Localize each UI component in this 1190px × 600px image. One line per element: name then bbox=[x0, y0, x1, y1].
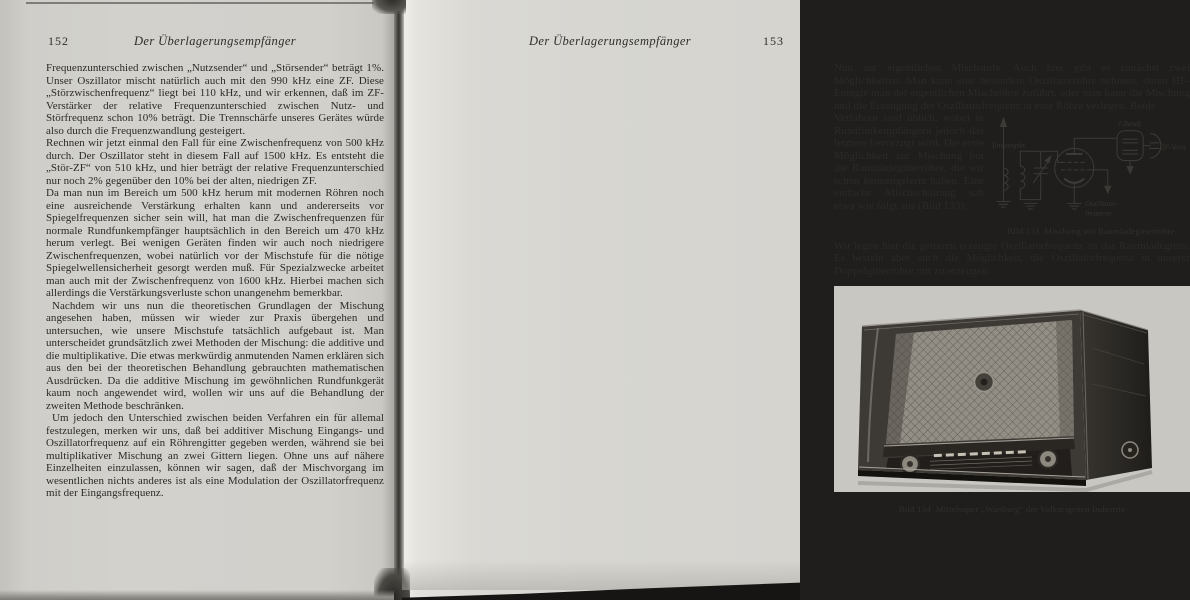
paragraph: Da man nun im Bereich um 500 kHz herum mit modernen Röhren noch eine ausreichende Verstärkung erhalten kann und andererseits vor Spiegelfrequenzen sicher sein will, hat man die Zwischenfrequenzen für normale Rundfunkempfänger hauptsächlich in den Bereich um 470 kHz herum verlegt. Bei wenigen Geräten finden wir auch noch niedrigere Zwischenfrequenzen, wobei natürlich vor der Mischstufe für die nötige Spiegelwellensicherheit gesorgt werden muß. Für Spezialzwecke arbeitet man auch mit der Zwischenfrequenz von 1600 kHz. Hierbei machen sich allerdings die Verstärkungsverluste schon unangenehm bemerkbar. bbox=[46, 187, 384, 299]
figure-133-mixer-circuit bbox=[992, 114, 1190, 238]
paragraph: Um jedoch den Unterschied zwischen beiden Verfahren ein für allemal festzulegen, merken wir uns, daß bei additiver Mischung Eingangs- und Oszillatorfrequenz auf ein Röhrengitter gegeben werden, während sie bei multiplikativer Mischung an zwei Gittern liegen. Ohne uns auf nähere Einzelheiten einzulassen, können wir sagen, daß der Mischvorgang im wesentlichen nichts anderes ist als eine Modulation der Oszillatorfrequenz mit der Eingangsfrequenz. bbox=[46, 412, 384, 499]
right-page-text bbox=[834, 62, 1190, 516]
paragraph: Frequenzunterschied zwischen „Nutzsender“ und „Störsender“ beträgt 1%. Unser Oszillator mischt natürlich auch mit den 990 kHz eine ZF. Diese „Störzwischenfrequenz“ liegt bei 110 kHz, und wir erkennen, daß im ZF-Verstärker der relative Frequenzunterschied zwischen Nutz- und Störfrequenz schon 10% beträgt. Die Trennschärfe unseres Gerätes würde also durch die Frequenzwandlung gesteigert. bbox=[46, 62, 384, 137]
right-page-header bbox=[402, 34, 800, 50]
figure-134-caption: Bild 134 Mittelsuper „Wartburg“ der Volkseigenen Industrie bbox=[898, 504, 1126, 514]
left-running-title: Der Überlagerungsempfänger bbox=[133, 34, 297, 48]
right-page-number: 153 bbox=[763, 34, 784, 48]
input-tuned-circuit-symbol bbox=[1020, 151, 1057, 209]
paragraph: Nachdem wir uns nun die theoretischen Grundlagen der Mischung angesehen haben, müssen wir wieder zur Praxis übergehen und untersuchen, wie unsere Mischstufe tatsächlich aufgebaut ist. Man unterscheidet grundsätzlich zwei Methoden der Mischung: die additive und die multiplikative. Die etwas merkwürdig anmutenden Namen erklären sich aus den bei der theoretischen Behandlung gebrauchten mathematischen Ausdrücken. Da die additive Mischung im gewöhnlichen Rundfunkgerät kaum noch angewendet wird, wollen wir uns auf die Behandlung der zweiten Methode beschränken. bbox=[46, 299, 384, 412]
oscillator-lead-symbol bbox=[1087, 170, 1111, 194]
label-if-amplifier: ZF-Verst. bbox=[1160, 143, 1188, 152]
paragraph: Wir legen hier die getrennt erzeugte Oszillatorfrequenz an das Raumladegitter. Es besteht aber auch die Möglichkeit, die Oszillatorfrequenz in unserer Doppelgitterröhre mit zu erzeugen. bbox=[834, 239, 1190, 277]
figure-134-radio-photo bbox=[834, 286, 1190, 516]
right-running-title: Der Überlagerungsempfänger bbox=[528, 34, 692, 48]
side-badge bbox=[1122, 442, 1138, 458]
circuit-diagram-svg bbox=[992, 114, 1190, 222]
label-oscillator-1: Oszillator- bbox=[1085, 199, 1119, 209]
left-page-number: 152 bbox=[48, 34, 69, 48]
grille-emblem bbox=[975, 373, 994, 392]
right-page bbox=[402, 0, 1190, 600]
left-page-header bbox=[0, 34, 398, 50]
left-page bbox=[0, 0, 398, 600]
label-input-circuit: Eingangskr. bbox=[992, 141, 1027, 150]
paragraph: Verfahren sind üblich, wobei in Rundfunkempfängern jedoch das letztere bevorzugt wird. Die erste Möglichkeit zur Mischung bot die Raumladegitterröhre, die wir schon kennengelernt haben. Eine einfache Mischschaltung sah etwa wie folgt aus (Bild 133): bbox=[834, 112, 984, 212]
left-page-text bbox=[46, 62, 384, 500]
if-amp-coupling-symbol bbox=[1143, 134, 1161, 158]
antenna-symbol bbox=[997, 117, 1010, 207]
radio-photo-svg bbox=[834, 286, 1190, 492]
bandfilter-symbol bbox=[1117, 131, 1143, 175]
label-bandfilter: 1.Bandf. bbox=[1118, 120, 1143, 129]
label-oscillator-2: frequenz bbox=[1085, 208, 1112, 218]
figure-133-caption: Bild 133 Mischung mit Raumladegitterröhre bbox=[1007, 226, 1175, 236]
paragraph: Nun zur eigentlichen Mischstufe. Auch hier gibt es zunächst zwei Möglichkeiten: Man kann eine besondere Oszillatorröhre nehmen, deren HF-Energie man der eigentlichen Mischröhre zuführt, oder man kann die Mischung und die Erzeugung der Oszillatorfrequenz in eine Röhre verlegen. Beide bbox=[834, 62, 1190, 112]
book-gutter-shadow bbox=[394, 0, 404, 600]
paragraph: Rechnen wir jetzt einmal den Fall für eine Zwischenfrequenz von 500 kHz durch. Der Oszillator steht in diesem Fall auf 1500 kHz. Es entsteht die „Stör-ZF“ von 510 kHz, und hier beträgt der relative Frequenzunterschied nur noch 2% gegenüber den 10% bei der alten, niedrigen ZF. bbox=[46, 137, 384, 187]
